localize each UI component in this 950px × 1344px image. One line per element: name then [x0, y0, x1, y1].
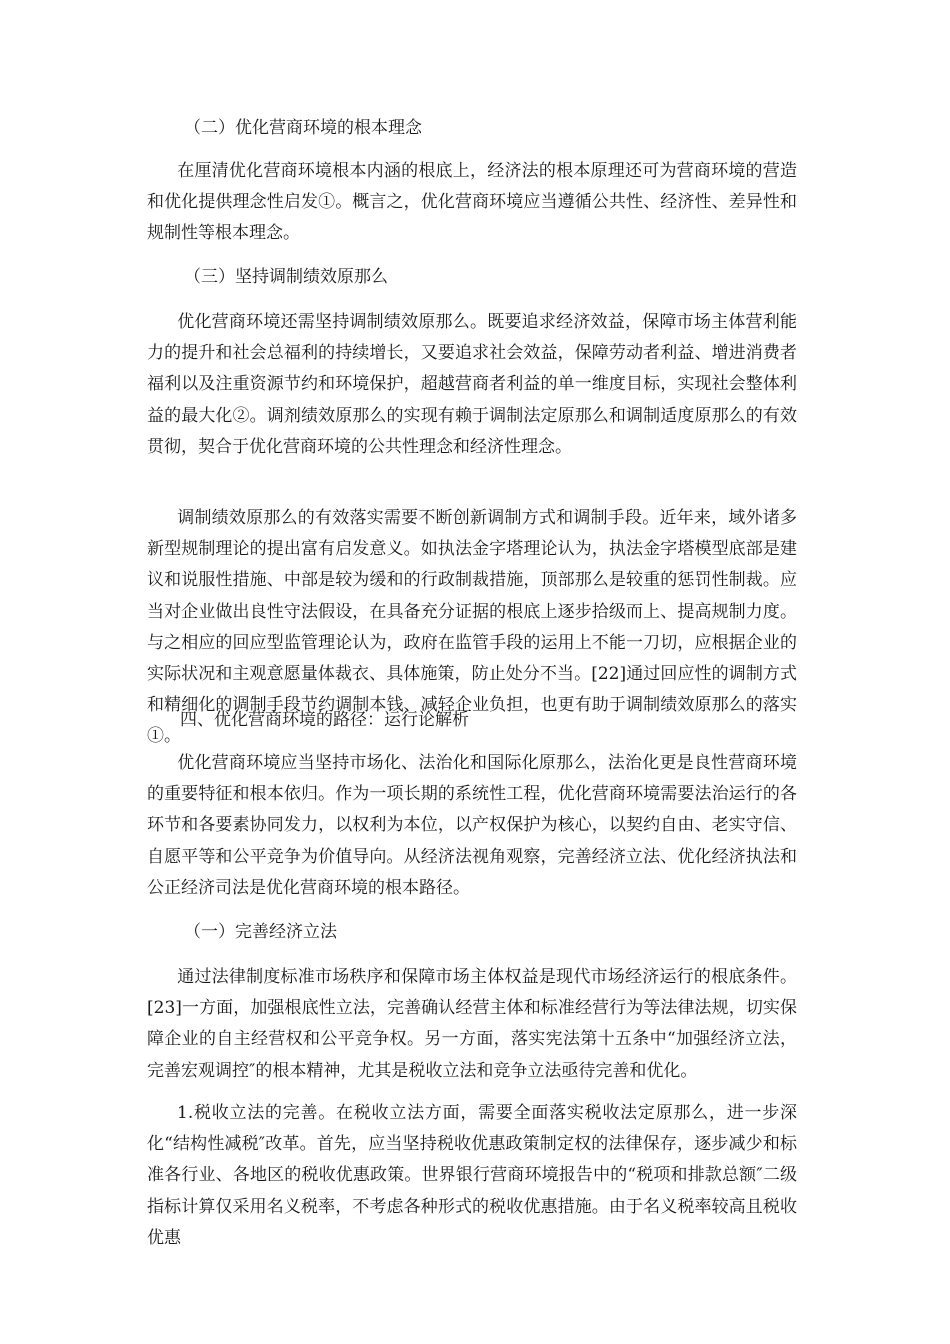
chapter-heading-4: 四、优化营商环境的路径：运行论解析 [180, 710, 469, 730]
section-heading-2: （二）优化营商环境的根本理念 [184, 118, 422, 138]
paragraph-6: 1.税收立法的完善。在税收立法方面，需要全面落实税收法定原那么，进一步深化“结构性减税″改革。首先，应当坚持税收优惠政策制定权的法律保存，逐步减少和标准各行业、各地区的税收优惠政策。世界银行营商环境报告中的“税项和排款总额″二级指标计算仅采用名义税率，不考虑各种形式的税收优惠措施。由于名义税率较高且税收优惠 [147, 1103, 797, 1248]
section-heading-1: （一）完善经济立法 [184, 922, 337, 942]
paragraph-5: 通过法律制度标准市场秩序和保障市场主体权益是现代市场经济运行的根底条件。[23]一方面，加强根底性立法，完善确认经营主体和标准经营行为等法律法规，切实保障企业的自主经营权和公平竞争权。另一方面，落实宪法第十五条中“加强经济立法，完善宏观调控″的根本精神，尤其是税收立法和竞争立法亟待完善和优化。 [147, 967, 797, 1081]
paragraph-1: 在厘清优化营商环境根本内涵的根底上，经济法的根本原理还可为营商环境的营造和优化提供理念性启发①。概言之，优化营商环境应当遵循公共性、经济性、差异性和规制性等根本理念。 [147, 161, 797, 244]
section-heading-3: （三）坚持调制绩效原那么 [184, 267, 388, 287]
paragraph-3: 调制绩效原那么的有效落实需要不断创新调制方式和调制手段。近年来，域外诸多新型规制理论的提出富有启发意义。如执法金字塔理论认为，执法金字塔模型底部是建议和说服性措施、中部是较为缓和的行政制裁措施，顶部那么是较重的惩罚性制裁。应当对企业做出良性守法假设，在具备充分证据的根底上逐步拾级而上、提高规制力度。与之相应的回应型监管理论认为，政府在监管手段的运用上不能一刀切，应根据企业的实际状况和主观意愿量体裁衣、具体施策，防止处分不当。[22]通过回应性的调制方式和精细化的调制手段节约调制本钱、减轻企业负担，也更有助于调制绩效原那么的落实①。 [147, 508, 797, 747]
paragraph-2: 优化营商环境还需坚持调制绩效原那么。既要追求经济效益，保障市场主体营利能力的提升和社会总福利的持续增长，又要追求社会效益，保障劳动者利益、增进消费者福利以及注重资源节约和环境保护，超越营商者利益的单一维度目标，实现社会整体利益的最大化②。调剂绩效原那么的实现有赖于调制法定原那么和调制适度原那么的有效贯彻，契合于优化营商环境的公共性理念和经济性理念。 [147, 312, 797, 457]
paragraph-4: 优化营商环境应当坚持市场化、法治化和国际化原那么，法治化更是良性营商环境的重要特征和根本依归。作为一项长期的系统性工程，优化营商环境需要法治运行的各环节和各要素协同发力，以权利为本位，以产权保护为核心，以契约自由、老实守信、自愿平等和公平竞争为价值导向。从经济法视角观察，完善经济立法、优化经济执法和公正经济司法是优化营商环境的根本路径。 [147, 753, 797, 898]
